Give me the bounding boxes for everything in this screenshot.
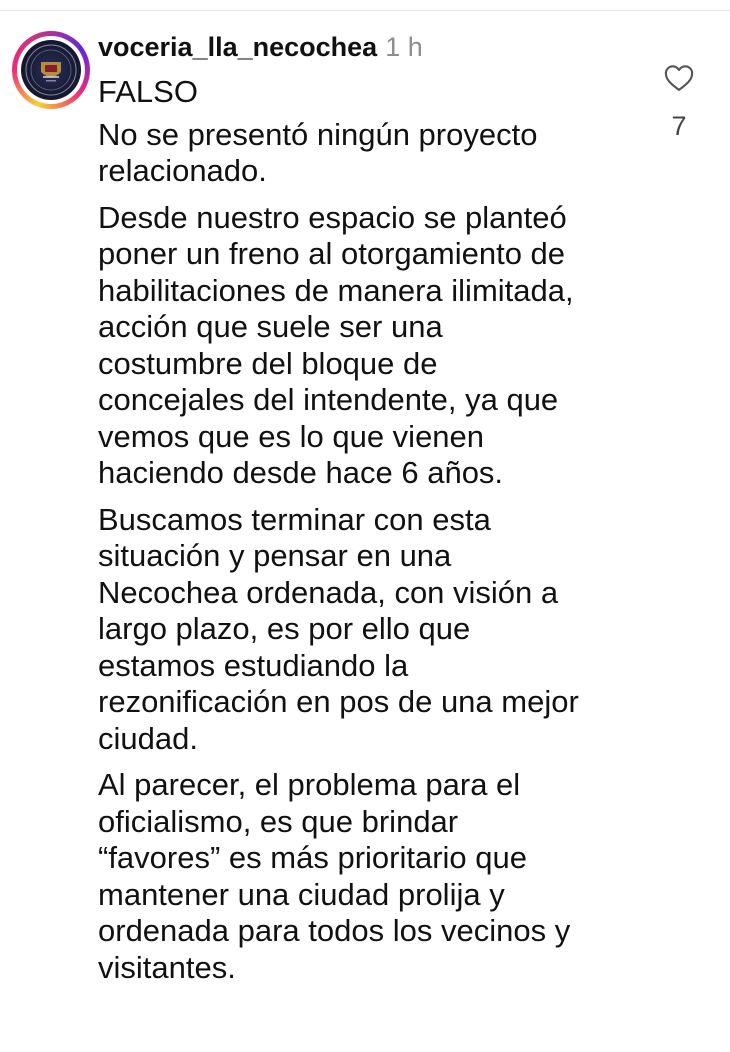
avatar-story-ring xyxy=(17,36,85,104)
comment-paragraph: No se presentó ningún proyecto relacionado. xyxy=(98,116,538,188)
avatar[interactable] xyxy=(12,31,90,109)
comment-paragraph: FALSO xyxy=(98,74,198,109)
comment-paragraph: Al parecer, el problema para el oficialismo, es que brindar “favores” es más prioritario que mantener una ciudad prolija y ordenada para todos los vecinos y visitantes. xyxy=(98,767,571,985)
comment-paragraph: Desde nuestro espacio se planteó poner un freno al otorgamiento de habilitaciones de manera ilimitada, acción que suele ser una costumbre del bloque de concejales del intendente, ya que vemos que es lo que vienen haciendo desde hace 6 años. xyxy=(98,199,574,490)
comment-timestamp: 1 h xyxy=(385,32,423,62)
avatar-logo-image xyxy=(21,40,81,100)
comment-header xyxy=(98,32,423,66)
username-link[interactable]: voceria_lla_necochea xyxy=(98,32,378,62)
comment-body xyxy=(98,74,658,996)
heart-outline-icon[interactable] xyxy=(664,64,694,92)
like-count[interactable]: 7 xyxy=(671,111,687,141)
comment-paragraph: Buscamos terminar con esta situación y pensar en una Necochea ordenada, con visión a largo plazo, es por ello que estamos estudiando la rezonificación en pos de una mejor ciudad. xyxy=(98,501,579,756)
like-control xyxy=(655,64,703,142)
